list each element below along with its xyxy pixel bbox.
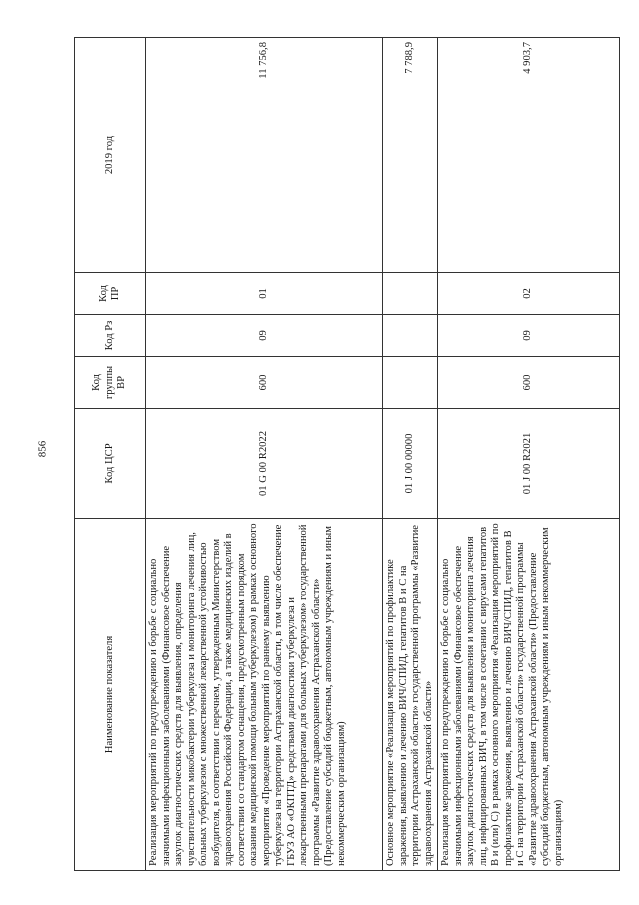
row-2019: 4 903,7 — [438, 38, 620, 273]
row-vr — [383, 357, 438, 409]
row-vr: 600 — [146, 357, 383, 409]
row-rz: 09 — [146, 315, 383, 357]
header-pr: Код ПР — [75, 273, 146, 315]
row-pr — [383, 273, 438, 315]
header-csr: Код ЦСР — [75, 409, 146, 519]
rotated-table-wrapper — [74, 38, 607, 871]
header-rz: Код Рз — [75, 315, 146, 357]
header-2019: 2019 год — [75, 38, 146, 273]
budget-table — [74, 37, 620, 871]
row-vr: 600 — [438, 357, 620, 409]
row-2019: 11 756,8 — [146, 38, 383, 273]
row-2019: 7 788,9 — [383, 38, 438, 273]
table-row — [146, 38, 383, 871]
row-csr: 01 J 00 00000 — [383, 409, 438, 519]
row-rz — [383, 315, 438, 357]
row-pr: 01 — [146, 273, 383, 315]
page-number: 856 — [36, 440, 49, 458]
row-csr: 01 J 00 R2021 — [438, 409, 620, 519]
row-csr: 01 G 00 R2022 — [146, 409, 383, 519]
row-rz: 09 — [438, 315, 620, 357]
table-row — [438, 38, 620, 871]
table-header-row — [75, 38, 146, 871]
header-vr: Код группы ВР — [75, 357, 146, 409]
row-name: Основное мероприятие «Реализация мероприятий по профилактике заражения, выявлению и лечению ВИЧ/СПИД, гепатитов В и С на территории Астраханской области» государственной программы «Развитие здравоохранения Астраханской области» — [383, 519, 438, 871]
row-name: Реализация мероприятий по предупреждению и борьбе с социально значимыми инфекционными заболеваниями (Финансовое обеспечение закупок диагностических средств для выявления и мониторинга лечения лиц, инфицированных ВИЧ, в том числе в сочетании с вирусами гепатитов В и (или) С) в рамках основного мероприятия «Реализация мероприятий по профилактике заражения, выявлению и лечению ВИЧ/СПИД, гепатитов В и С на территории Астраханской области» государственной программы «Развитие здравоохранения Астраханской области» (Предоставление субсидий бюджетным, автономным учреждениям и иным некоммерческим организациям) — [438, 519, 620, 871]
table-row — [383, 38, 438, 871]
row-name: Реализация мероприятий по предупреждению и борьбе с социально значимыми инфекционными заболеваниями (Финансовое обеспечение закупок диагностических средств для выявления, определения чувствительности микобактерии туберкулеза и мониторинга лечения лиц, больных туберкулезом с множественной лекарственной устойчивостью возбудителя, в соответствии с перечнем, утвержденным Министерством здравоохранения Российской Федерации, а также медицинских изделий в соответствии со стандартом оснащения, предусмотренным порядком оказания медицинской помощи больным туберкулезом) в рамках основного мероприятия «Проведение мероприятий по раннему выявлению туберкулеза на территории Астраханской области, в том числе обеспечение ГБУЗ АО «ОКПТД» средствами диагностики туберкулеза и лекарственными препаратами для больных туберкулезом» государственной программы «Развитие здравоохранения Астраханской области» (Предоставление субсидий бюджетным, автономным учреждениям и иным некоммерческим организациям) — [146, 519, 383, 871]
row-pr: 02 — [438, 273, 620, 315]
header-name: Наименование показателя — [75, 519, 146, 871]
